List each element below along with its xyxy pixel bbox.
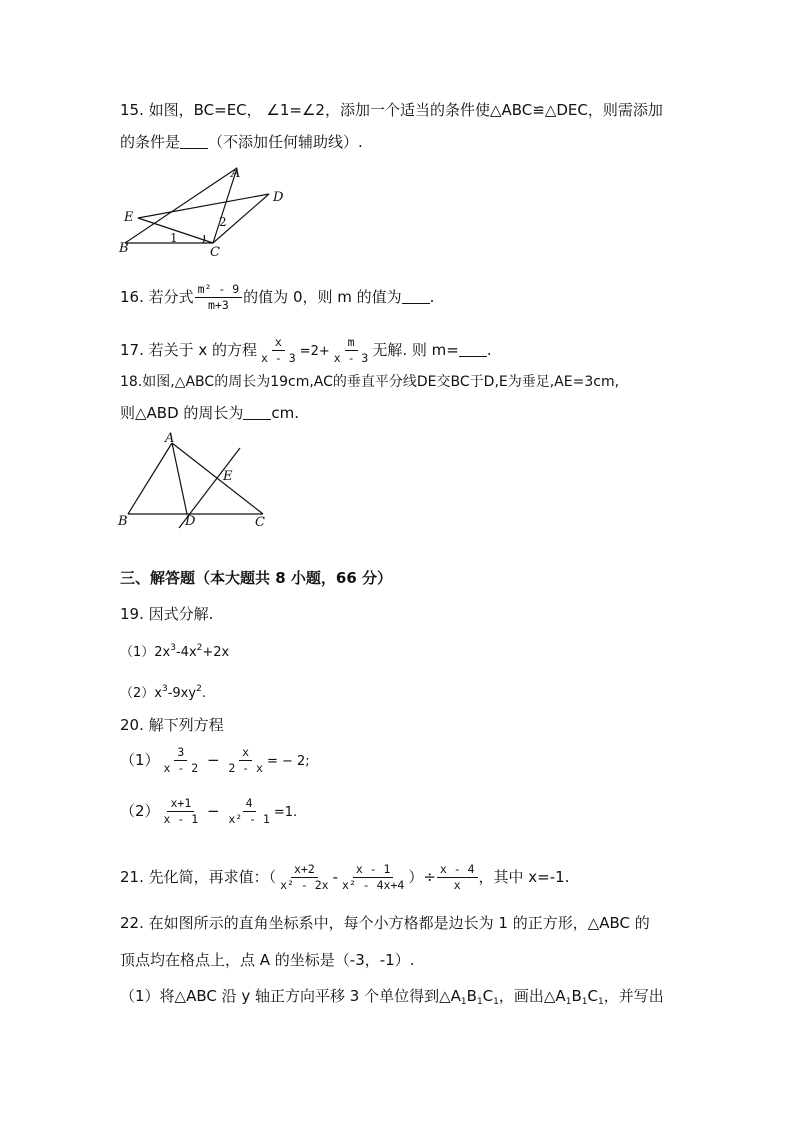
q17-num2: m — [345, 336, 358, 351]
q15-line2-text: 的条件是 — [120, 133, 181, 151]
q20-p1-num1: 3 — [174, 746, 187, 761]
angle-2-label: 2 — [219, 215, 227, 229]
q17-end: . — [486, 341, 492, 359]
label-E: E — [124, 210, 134, 225]
q20-p1-den1: x - 2 — [163, 761, 199, 775]
q21-frac3 — [437, 863, 478, 892]
q21-den1: x² - 2x — [280, 878, 329, 892]
q21-frac1 — [277, 863, 331, 892]
answer-blank — [243, 405, 271, 420]
q21-rp: ）÷ — [408, 868, 436, 886]
section-3-title: 三、解答题（本大题共 8 小题，66 分） — [120, 569, 392, 587]
q21-den3: x — [453, 878, 461, 892]
q20-part1 — [120, 746, 310, 775]
q19-p2-label: （2） — [120, 686, 155, 701]
q17-den2: x - 3 — [333, 351, 369, 365]
q16-den: m+3 — [208, 298, 229, 312]
q21-num1: x+2 — [291, 863, 318, 878]
q16-pre: 16. 若分式 — [120, 288, 194, 306]
q18-line2-text: 则△ABD 的周长为 — [120, 404, 244, 422]
q16-line — [120, 283, 434, 312]
q18-line2 — [120, 402, 299, 424]
q18-figure — [115, 428, 285, 532]
q21-pre: 21. 先化简，再求值：（ — [120, 868, 277, 886]
label-D: D — [185, 514, 196, 529]
q15-line1: 15. 如图，BC=EC， ∠1=∠2，添加一个适当的条件使△ABC≌△DEC，则需添加 — [120, 101, 663, 119]
q21-num2: x - 1 — [353, 863, 394, 878]
q17-fraction-1 — [258, 336, 299, 365]
q20-p2-minus: − — [206, 802, 220, 820]
q20-p1-num2: x — [239, 746, 252, 761]
q17-post: 无解. 则 m= — [372, 341, 459, 359]
q20-p2-tail: =1. — [273, 805, 298, 820]
q20-p2-den1: x - 1 — [163, 812, 199, 826]
q20-p2-frac1 — [161, 797, 202, 826]
q20-p1-label: （1） — [120, 751, 160, 769]
label-B: B — [118, 514, 128, 529]
q15-line2 — [120, 131, 363, 153]
q20-p2-label: （2） — [120, 802, 160, 820]
q21-num3: x - 4 — [437, 863, 478, 878]
q17-den1: x - 3 — [261, 351, 296, 365]
q22-line1: 22. 在如图所示的直角坐标系中，每个小方格都是边长为 1 的正方形，△ABC 的 — [120, 914, 650, 932]
answer-blank — [180, 134, 208, 149]
q17-fraction-2 — [331, 336, 372, 365]
q17-line — [120, 336, 492, 365]
q21-den2: x² - 4x+4 — [342, 878, 405, 892]
q17-num1: x — [272, 336, 285, 351]
q16-post: 的值为 0，则 m 的值为 — [243, 288, 402, 306]
label-C: C — [255, 515, 265, 530]
q19-part1: $(1)2x^3-4x^2+2x$ — [120, 643, 230, 660]
q20-p2-num2: 4 — [243, 797, 256, 812]
q20-p1-frac2 — [225, 746, 266, 775]
q16-end: . — [429, 288, 435, 306]
q20-title: 20. 解下列方程 — [120, 716, 224, 734]
q21-post: ，其中 x=-1. — [478, 868, 570, 886]
q22-part1: （1）将△ABC 沿 y 轴正方向平移 3 个单位得到$\triangle A_1B_1C_1$，画出$\triangle A_1B_1C_1$，并写出 — [120, 987, 664, 1007]
label-E: E — [223, 469, 233, 484]
q22-line2: 顶点均在格点上，点 A 的坐标是（-3，-1）. — [120, 951, 415, 969]
label-C: C — [210, 245, 220, 257]
label-D: D — [273, 190, 284, 205]
q20-p1-minus: − — [206, 751, 220, 769]
answer-blank — [402, 289, 430, 304]
q20-p2-frac2 — [225, 797, 273, 826]
q21-line: 21. 先化简，再求值：（ $\frac{x+2}{\text{x² - 2x}}$ - $\frac{x - 1}{\text{x² - 4x+4}}$ ）÷ $\frac{x - 4}{x}$ ，其中 x=-1. — [120, 862, 570, 892]
q16-num: m² - 9 — [195, 283, 243, 298]
q15-line2-tail: （不添加任何辅助线）. — [208, 133, 363, 151]
q16-fraction — [195, 283, 243, 312]
q18-line1: 18.如图,△ABC的周长为19cm,AC的垂直平分线DE交BC于D,E为垂足,AE=3cm, — [120, 374, 620, 390]
angle-1-label: 1 — [170, 231, 178, 245]
q20-p1-den2: 2 - x — [228, 761, 263, 775]
q15-figure — [115, 163, 295, 257]
q17-mid: =2+ — [299, 344, 330, 359]
q18-line2-end: cm. — [271, 404, 300, 422]
label-A: A — [231, 166, 241, 181]
q20-p1-tail: = − 2; — [266, 754, 310, 769]
q19-part2: $(2)x^3-9xy^2$. — [120, 684, 206, 701]
q20-p1-frac1 — [161, 746, 202, 775]
answer-blank — [459, 342, 487, 357]
q21-frac2 — [339, 863, 407, 892]
q17-pre: 17. 若关于 x 的方程 — [120, 341, 258, 359]
label-B: B — [119, 241, 129, 256]
q19-title: 19. 因式分解. — [120, 605, 214, 623]
q20-part2 — [120, 797, 297, 826]
q19-p1-label: （1） — [120, 645, 155, 660]
q20-p2-num1: x+1 — [167, 797, 194, 812]
q20-p2-den2: x² - 1 — [228, 812, 270, 826]
label-A: A — [165, 431, 175, 446]
